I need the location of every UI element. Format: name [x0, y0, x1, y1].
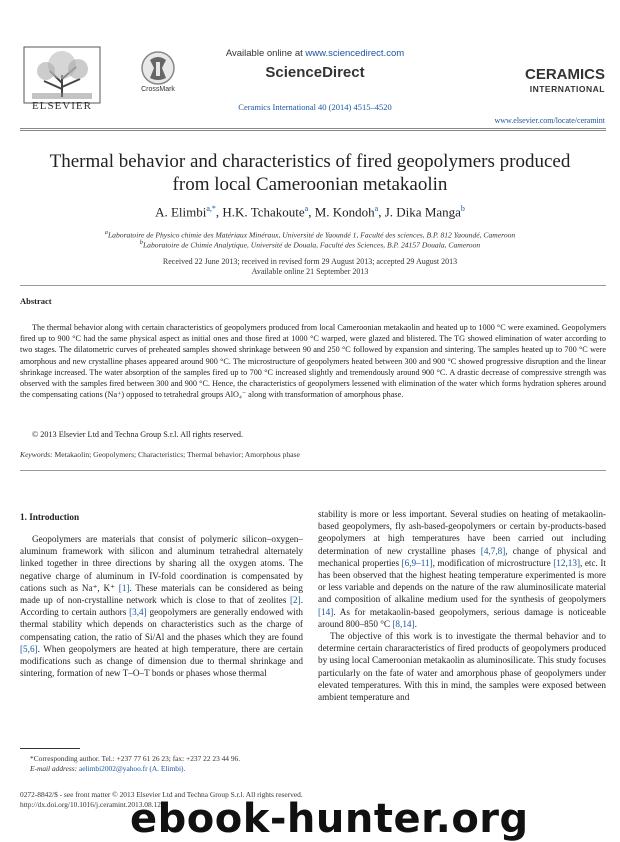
article-title: [40, 150, 580, 196]
citation-link[interactable]: [6,9–11]: [401, 557, 433, 568]
journal-url-link[interactable]: www.elsevier.com/locate/ceramint: [494, 116, 605, 125]
author-sup[interactable]: a,*: [206, 204, 216, 213]
abstract-body: The thermal behavior along with certain characteristics of geopolymers produced from local Cameroonian metakaolin and heated up to 1000 °C were examined. Geopolymers fired up to 900 °C had the same physical aspect as initial ones and those fired at 1000 °C warped, were glazed and blistered. The TG showed elimination of water according to two stages. The dilatometric curves of preheated samples showed shrinkage between 90 and 250 °C followed by expansion and sintering. The samples heated up to 700 °C were amorphous and new crystalline phases appeared around 900 °C. The microstructure of geopolymers heated between 300 and 900 °C showed progressive disruption and the linear shrinkage increased. The water absorption of the samples fired up to 700 °C increased slightly and tremendously around 900 °C. A drastic decrease of compressive strength was observed with the samples fired between 300 and 900 °C. Hence, the characteristics of geopolymers lessened with elimination of the water which forms hydration spheres around the compensating cations (Na⁺) opposed to tetrahedral groups AlO₄⁻ along with transformation of amorphous phase.: [20, 323, 606, 400]
affiliation-sup: b: [139, 239, 143, 246]
issn-line: 0272-8842/$ - see front matter © 2013 Elsevier Ltd and Techna Group S.r.l. All rights reserved.: [20, 790, 303, 799]
text-run: , modification of microstructure: [432, 557, 554, 568]
author-sup[interactable]: a: [304, 204, 309, 213]
text-run: . These materials can be considered as being made up of non-crystalline network which is close to that of zeolites: [20, 582, 303, 606]
affiliation-text: Laboratoire de Physico chimie des Matériaux Minéraux, Université de Yaoundé 1, Faculté des sciences, B.P. 812 Yaoundé, Cameroon: [107, 230, 516, 240]
text-run: geopolymers are generally endowed with thermal stability which depends on characteristics such as the charge of compensating cation, the ratio of Si/Al and the phases which they are found: [20, 607, 303, 642]
available-prefix: Available online at: [225, 48, 306, 59]
keywords-label: Keywords:: [20, 450, 53, 459]
author-list: A. Elimbi$^{a,*}$, H.K. Tchakoute$^a$, M. Kondoh$^a$, J. Dika Manga$^b$: [155, 204, 465, 220]
citation-link[interactable]: [2]: [289, 595, 301, 606]
affiliation-sup: a: [104, 229, 108, 236]
citation-link[interactable]: [8,14]: [392, 618, 415, 629]
author-name: M. Kondoh: [314, 204, 375, 220]
header-divider: [20, 128, 606, 129]
header-divider-2: [20, 130, 606, 131]
citation-link[interactable]: [1]: [118, 582, 130, 593]
paragraph: [318, 508, 606, 630]
text-run: stability is more or less important. Several studies on heating of metakaolin-based geopolymers, fly ash-based-geopolymers or certain by-products-based geopolymers at high temperatures have been carried out including determination of new crystalline phases: [318, 509, 606, 556]
footnote-email-line: [20, 764, 303, 774]
corresponding-author-footnote: [20, 754, 303, 774]
email-link[interactable]: aelimbi2002@yahoo.fr (A. Elimbi).: [79, 764, 186, 773]
crossmark-label: CrossMark: [141, 86, 175, 93]
journal-name-line1: CERAMICS: [524, 66, 605, 83]
journal-name-line2: INTERNATIONAL: [529, 84, 605, 94]
publisher-logo-text: ELSEVIER: [32, 100, 92, 112]
intro-right-column: [318, 508, 606, 703]
received-dates: Received 22 June 2013; received in revised form 29 August 2013; accepted 29 August 2013: [162, 257, 458, 266]
keywords: [20, 450, 606, 459]
affiliation-text: Laboratoire de Chimie Analytique, Université de Douala, Faculté des Sciences, B.P. 24157 Douala, Cameroon: [142, 240, 481, 250]
footnote-contact: *Corresponding author. Tel.: +237 77 61 26 23; fax: +237 22 23 44 96.: [30, 754, 241, 763]
citation-link[interactable]: [3,4]: [129, 607, 147, 618]
text-run: . As for metakaolin-based geopolymers, serious damage is noticeable around 800–850 °C: [318, 606, 606, 629]
abstract-divider-top: [20, 285, 606, 286]
citation-link[interactable]: [4,7,8]: [480, 545, 506, 556]
text-run: . When geopolymers are heated at high temperature, there are certain modifications such as change of dimension due to thermal shrinkage and sintering, formation of new T–O–T bonds or phases whose thermal: [20, 643, 303, 679]
available-online-date: Available online 21 September 2013: [251, 267, 369, 276]
abstract-divider-bottom: [20, 470, 606, 471]
crossmark-icon[interactable]: [140, 50, 176, 90]
citation-link[interactable]: [14]: [318, 606, 334, 617]
paragraph: The objective of this work is to investigate the thermal behavior and to determine certain chararacteristics of fired products of geopolymers produced by using local Cameroonian metakaolin as aluminosilicate. This study focuses particularly on the fate of water and amorphous phase of geopolymers under elevated temperatures. With this in mind, the samples were exposed between ambient temperature and: [318, 631, 606, 703]
author-sup[interactable]: b: [460, 204, 465, 213]
affiliation-a: [30, 229, 590, 240]
author-name: H.K. Tchakoute: [222, 204, 305, 220]
journal-name: [495, 68, 605, 96]
sciencedirect-link[interactable]: www.sciencedirect.com: [305, 48, 405, 59]
abstract-copyright: © 2013 Elsevier Ltd and Techna Group S.r.l. All rights reserved.: [32, 430, 244, 439]
citation-link[interactable]: [5,6]: [20, 643, 38, 654]
text-run: , change of physical and mechanical properties: [318, 545, 606, 568]
abstract-heading: Abstract: [20, 296, 52, 306]
doi-link[interactable]: http://dx.doi.org/10.1016/j.ceramint.2013.08.126: [20, 800, 165, 809]
affiliation-b: [30, 239, 590, 250]
title-line-2: from local Cameroonian metakaolin: [172, 174, 448, 195]
text-run: , etc. It has been observed that the highest heating temperature experimented is more or less variable and depends on the nature of the raw aluminosilicate material and composition of alkaline medium used for the synthesis of geopolymers: [318, 557, 606, 605]
author-name: A. Elimbi: [155, 204, 207, 220]
text-run: Geopolymers are materials that consist of polymeric silicon–oxygen–aluminum framework with silicon and aluminum tetrahedral alternately linked together in three directions by sharing all the oxygen atoms. The negative charge of aluminum in IV-fold coordination is compensated by cations such as Na⁺, K⁺: [20, 534, 303, 593]
watermark-text: ebook-hunter.org: [130, 796, 529, 842]
available-online-line: [200, 48, 430, 59]
keywords-list: Metakaolin; Geopolymers; Characteristics; Thermal behavior; Amorphous phase: [54, 450, 300, 459]
author-sup[interactable]: a: [374, 204, 379, 213]
text-run: .: [414, 618, 417, 629]
text-run: . According to certain authors: [20, 595, 303, 618]
footnote-rule: [20, 748, 80, 749]
author-name: J. Dika Manga: [384, 204, 461, 220]
email-label: E-mail address:: [30, 764, 79, 773]
platform-name: ScienceDirect: [265, 64, 365, 81]
journal-reference-link[interactable]: Ceramics International 40 (2014) 4515–4520: [238, 102, 392, 112]
intro-left-column: [20, 533, 303, 679]
title-line-1: Thermal behavior and characteristics of fired geopolymers produced: [49, 151, 571, 172]
section-heading-introduction: 1. Introduction: [20, 512, 80, 522]
citation-link[interactable]: [12,13]: [553, 557, 581, 568]
